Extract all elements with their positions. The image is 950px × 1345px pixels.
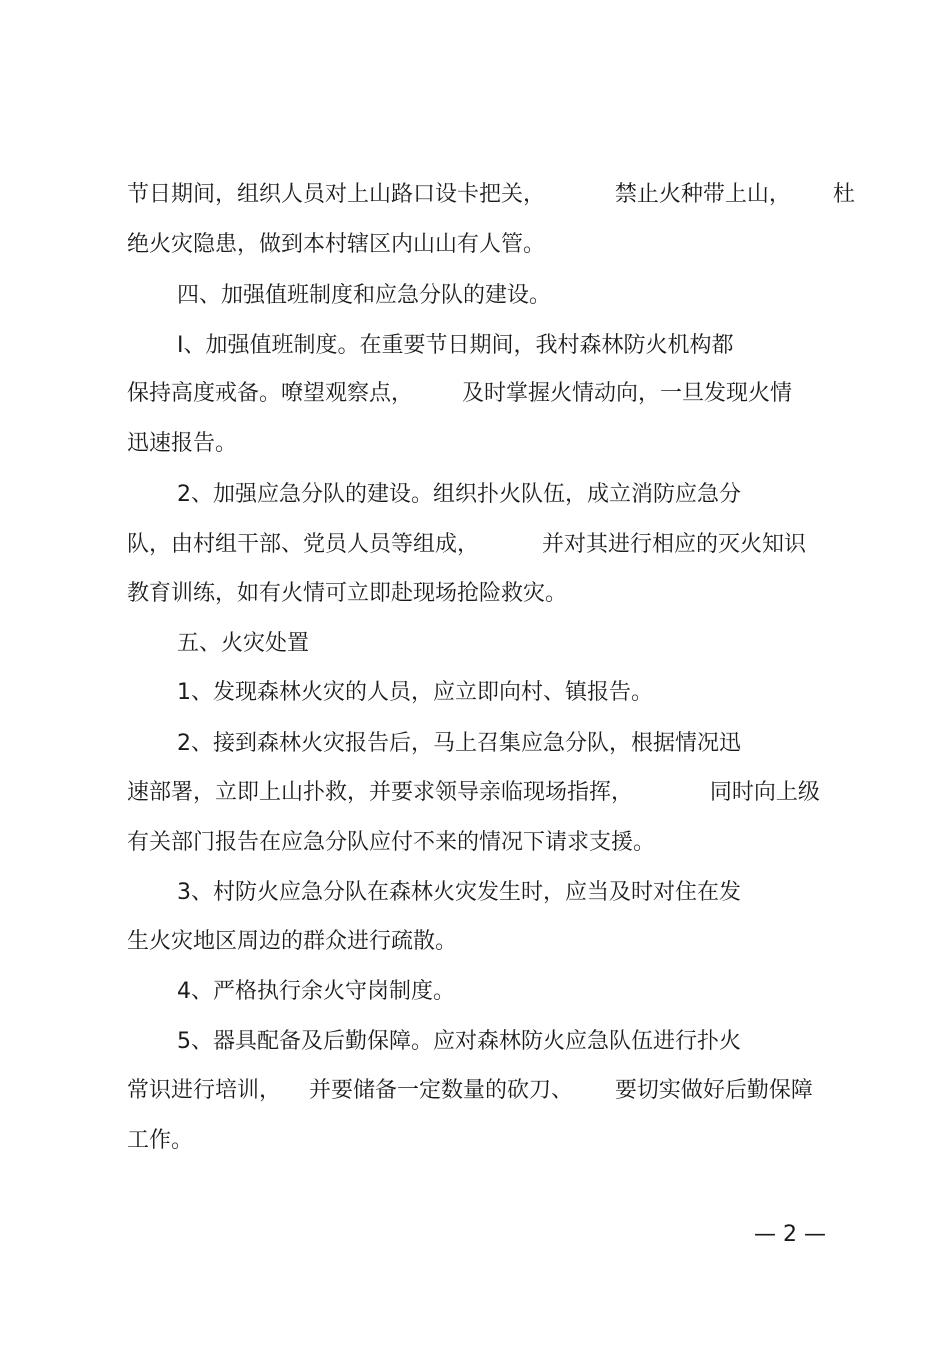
text-line: 常识进行培训， 并要储备一定数量的砍刀、 要切实做好后勤保障 (127, 1078, 813, 1103)
text-line: 2、接到森林火灾报告后，马上召集应急分队，根据情况迅 (177, 731, 741, 756)
text-line: 生火灾地区周边的群众进行疏散。 (127, 929, 458, 954)
text-line: Ⅰ、加强值班制度。在重要节日期间，我村森林防火机构都 (177, 333, 734, 358)
text-line: 保持高度戒备。嘹望观察点， 及时掌握火情动向，一旦发现火情 (127, 381, 792, 406)
text-line: 5、器具配备及后勤保障。应对森林防火应急队伍进行扑火 (177, 1029, 741, 1054)
section-heading: 五、火灾处置 (177, 631, 310, 656)
text-line: 1、发现森林火灾的人员，应立即向村、镇报告。 (177, 680, 653, 705)
page-number: — 2 — (754, 1222, 826, 1247)
text-line: 工作。 (127, 1128, 194, 1153)
text-line: 迅速报告。 (127, 431, 238, 456)
text-line: 节日期间，组织人员对上山路口设卡把关， 禁止火种带上山， 杜 (127, 182, 855, 207)
text-line: 有关部门报告在应急分队应付不来的情况下请求支援。 (127, 830, 656, 855)
text-line: 3、村防火应急分队在森林火灾发生时，应当及时对住在发 (177, 880, 741, 905)
text-line: 队，由村组干部、党员人员等组成， 并对其进行相应的灭火知识 (127, 532, 806, 557)
text-line: 速部署，立即上山扑救，并要求领导亲临现场指挥， 同时向上级 (127, 780, 820, 805)
text-line: 4、严格执行余火守岗制度。 (177, 979, 455, 1004)
text-line: 绝火灾隐患，做到本村辖区内山山有人管。 (127, 232, 546, 257)
text-line: 2、加强应急分队的建设。组织扑火队伍，成立消防应急分 (177, 482, 741, 507)
text-line: 教育训练，如有火情可立即赴现场抢险救灾。 (127, 581, 568, 606)
section-heading: 四、加强值班制度和应急分队的建设。 (177, 283, 552, 308)
